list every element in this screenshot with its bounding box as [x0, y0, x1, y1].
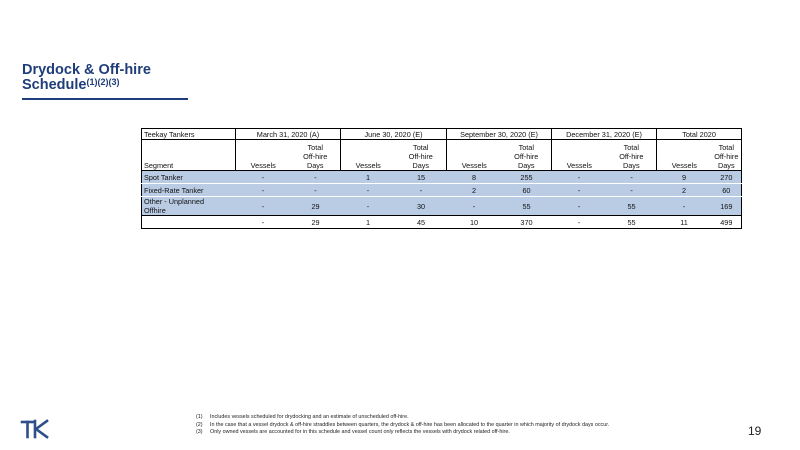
footnote	[196, 414, 609, 422]
period-header: December 31, 2020 (E)	[552, 129, 657, 140]
offhire-days-header: Total Off-hire Days	[502, 140, 552, 171]
table-cell: -	[341, 197, 396, 216]
table-cell: -	[236, 197, 291, 216]
company-header: Teekay Tankers	[142, 129, 236, 140]
table-cell: 8	[447, 171, 502, 184]
vessels-header: Vessels	[447, 140, 502, 171]
period-header: Total 2020	[657, 129, 742, 140]
table-row	[142, 171, 742, 184]
footnotes	[196, 414, 609, 437]
table-cell: 30	[396, 197, 447, 216]
total-cell: 29	[291, 216, 341, 229]
table-cell: -	[607, 184, 657, 197]
table-cell: 15	[396, 171, 447, 184]
table-cell: 2	[447, 184, 502, 197]
table-cell: 255	[502, 171, 552, 184]
total-cell: 11	[657, 216, 712, 229]
vessels-header: Vessels	[236, 140, 291, 171]
offhire-days-header: Total Off-hire Days	[712, 140, 742, 171]
page-title-line2: Schedule	[22, 77, 87, 93]
segment-header: Segment	[142, 140, 236, 171]
table-cell: 60	[712, 184, 742, 197]
period-header: March 31, 2020 (A)	[236, 129, 341, 140]
offhire-days-header: Total Off-hire Days	[291, 140, 341, 171]
table-cell: -	[291, 184, 341, 197]
header-row-periods	[142, 129, 742, 140]
table-row	[142, 197, 742, 216]
footnote-number: (2)	[196, 421, 203, 428]
header-row-columns	[142, 140, 742, 171]
footnote-text: Includes vessels scheduled for drydocking and an estimate of unscheduled off-hire.	[210, 414, 409, 420]
table-cell: -	[607, 171, 657, 184]
table-cell: -	[291, 171, 341, 184]
total-cell: 45	[396, 216, 447, 229]
total-cell: -	[552, 216, 607, 229]
table-cell: 1	[341, 171, 396, 184]
period-header: September 30, 2020 (E)	[447, 129, 552, 140]
vessels-header: Vessels	[657, 140, 712, 171]
total-cell: 55	[607, 216, 657, 229]
page-number: 19	[748, 424, 762, 438]
segment-cell: Fixed-Rate Tanker	[142, 184, 236, 197]
totals-row	[142, 216, 742, 229]
total-cell: 499	[712, 216, 742, 229]
table-cell: 55	[607, 197, 657, 216]
vessels-header: Vessels	[552, 140, 607, 171]
table-cell: -	[236, 171, 291, 184]
total-cell: 10	[447, 216, 502, 229]
vessels-header: Vessels	[341, 140, 396, 171]
table-cell: 9	[657, 171, 712, 184]
table-cell: -	[396, 184, 447, 197]
table-row	[142, 184, 742, 197]
table-cell: 169	[712, 197, 742, 216]
table-cell: 270	[712, 171, 742, 184]
total-cell: 1	[341, 216, 396, 229]
footnote-text: Only owned vessels are accounted for in this schedule and vessel count only reflects the vessels with drydock related off-hire.	[210, 429, 510, 436]
offhire-days-header: Total Off-hire Days	[607, 140, 657, 171]
total-cell: -	[236, 216, 291, 229]
table-cell: -	[341, 184, 396, 197]
segment-cell: Other - Unplanned Offhire	[142, 197, 236, 216]
drydock-schedule-table	[141, 128, 742, 229]
segment-cell: Spot Tanker	[142, 171, 236, 184]
offhire-days-header: Total Off-hire Days	[396, 140, 447, 171]
total-cell: 370	[502, 216, 552, 229]
title-underline	[22, 98, 188, 100]
page-title	[22, 63, 192, 93]
footnote	[196, 422, 609, 430]
totals-label-cell	[142, 216, 236, 229]
table-cell: 2	[657, 184, 712, 197]
footnote-number: (1)	[196, 414, 203, 420]
table-cell: -	[552, 171, 607, 184]
footnote	[196, 429, 609, 437]
footnote-text: In the case that a vessel drydock & off-hire straddles between quarters, the drydock & off-hire has been allocated to the quarter in which majority of drydock days occur.	[210, 421, 610, 428]
table-cell: -	[447, 197, 502, 216]
page-title-line1: Drydock & Off-hire	[22, 62, 151, 78]
title-footnote-refs: (1)(2)(3)	[86, 77, 120, 87]
table-cell: -	[552, 197, 607, 216]
table-cell: -	[552, 184, 607, 197]
teekay-logo-icon	[20, 418, 50, 440]
period-header: June 30, 2020 (E)	[341, 129, 447, 140]
table-cell: -	[236, 184, 291, 197]
table-cell: 55	[502, 197, 552, 216]
table-cell: 29	[291, 197, 341, 216]
table-cell: -	[657, 197, 712, 216]
table-cell: 60	[502, 184, 552, 197]
footnote-number: (3)	[196, 429, 203, 436]
